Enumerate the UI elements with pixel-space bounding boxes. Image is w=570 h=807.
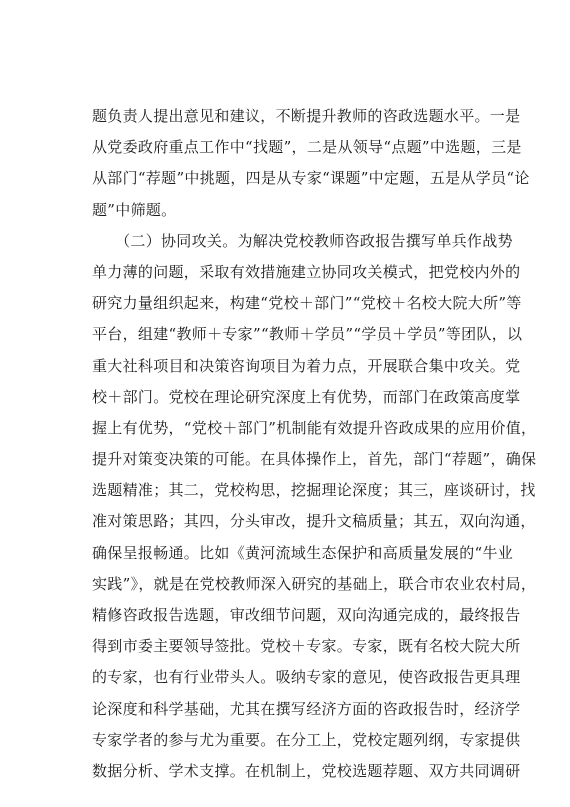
text-line: 平台，组建“教师＋专家”“教师＋学员”“学员＋学员”等团队，以	[92, 325, 523, 344]
text-line: （二）协同攻关。为解决党校教师咨政报告撰写单兵作战势	[92, 231, 513, 250]
text-line: 准对策思路；其四，分头审改，提升文稿质量；其五，双向沟通，	[92, 512, 536, 531]
text-line: 校＋部门。党校在理论研究深度上有优势，而部门在政策高度掌	[92, 387, 521, 406]
body-text	[92, 101, 537, 787]
text-line: 题”中筛题。	[92, 200, 177, 219]
text-line: 从部门“荐题”中挑题，四是从专家“课题”中定题，五是从学员“论	[92, 169, 530, 188]
text-line: 的专家，也有行业带头人。吸纳专家的意见，使咨政报告更具理	[92, 668, 521, 687]
text-line: 精修咨政报告选题，审改细节问题，双向沟通完成的，最终报告	[92, 606, 521, 624]
text-line: 实践”》，就是在党校教师深入研究的基础上，联合市农业农村局，	[92, 574, 537, 593]
text-line: 选题精准；其二，党校构思，挖掘理论深度；其三，座谈研讨，找	[92, 481, 536, 500]
text-line: 专家学者的参与尤为重要。在分工上，党校定题列纲，专家提供	[92, 730, 521, 749]
text-line: 从党委政府重点工作中“找题”，二是从领导“点题”中选题，三是	[92, 138, 522, 157]
text-line: 论深度和科学基础，尤其在撰写经济方面的咨政报告时，经济学	[92, 699, 521, 718]
text-line: 得到市委主要领导签批。党校＋专家。专家，既有名校大院大所	[92, 637, 521, 656]
text-line: 握上有优势，“党校＋部门”机制能有效提升咨政成果的应用价值，	[92, 418, 537, 437]
text-line: 数据分析、学术支撑。在机制上，党校选题荐题、双方共同调研	[92, 761, 521, 780]
text-line: 确保呈报畅通。比如《黄河流域生态保护和高质量发展的“牛业	[92, 543, 514, 562]
text-line: 重大社科项目和决策咨询项目为着力点，开展联合集中攻关。党	[92, 356, 521, 375]
text-line: 提升对策变决策的可能。在具体操作上，首先，部门“荐题”，确保	[92, 450, 537, 469]
text-line: 研究力量组织起来，构建“党校＋部门”“党校＋名校大院大所”等	[92, 294, 522, 313]
text-line: 题负责人提出意见和建议，不断提升教师的咨政选题水平。一是	[92, 107, 521, 125]
text-line: 单力薄的问题，采取有效措施建立协同攻关模式，把党校内外的	[92, 262, 521, 281]
